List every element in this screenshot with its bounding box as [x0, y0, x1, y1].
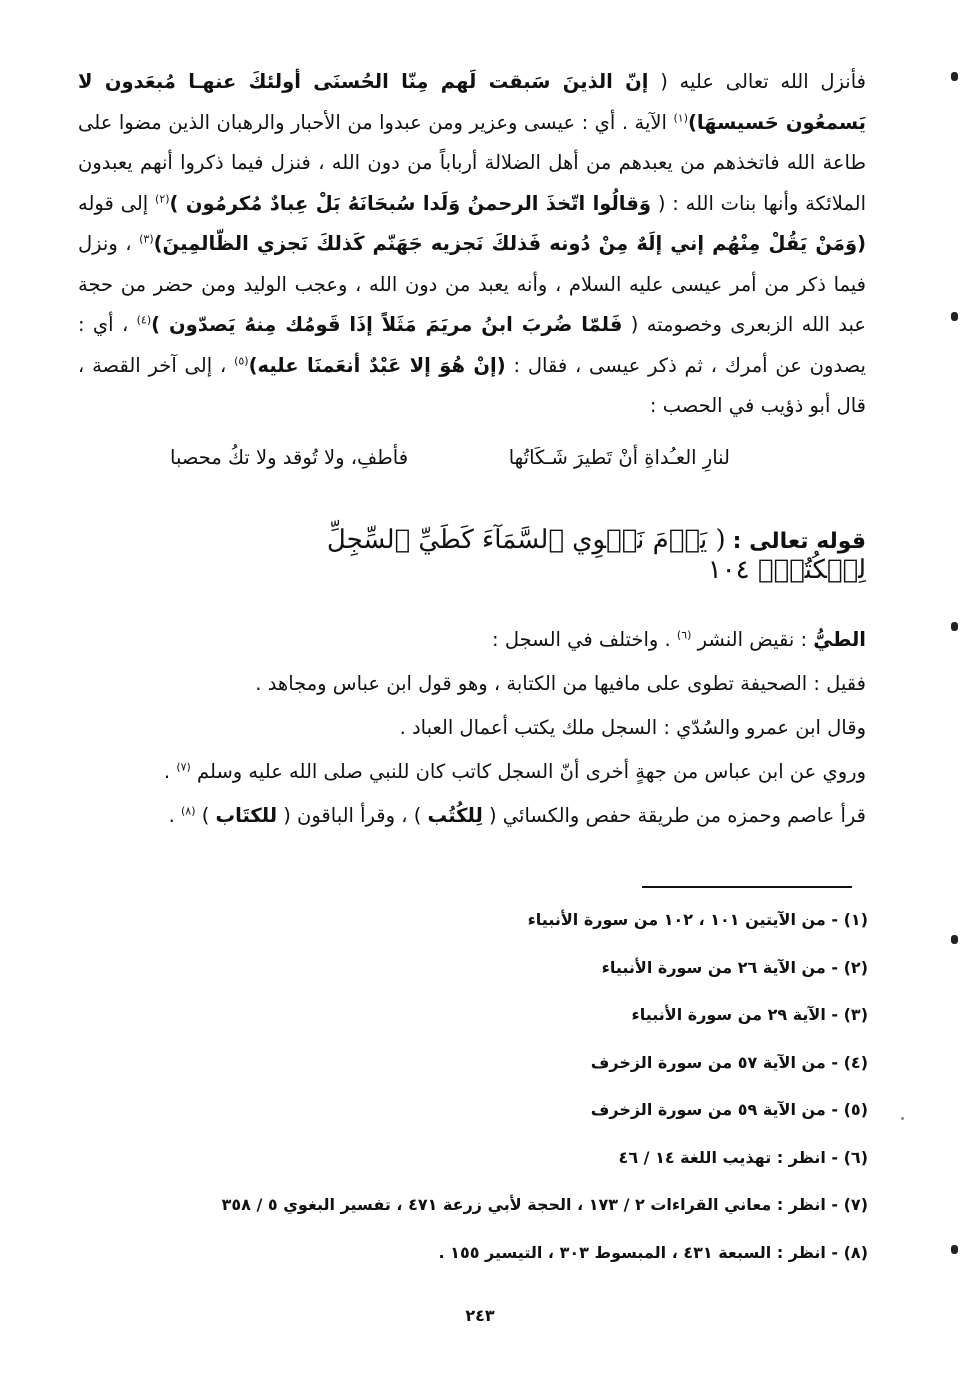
quran-quote: (إنْ هُوَ إلا عَبْدٌ أنعَمنَا عليه)	[248, 353, 506, 377]
poem-second-hemistich: فأطفِ، ولا تُوقد ولا تكُ محصبا	[170, 446, 409, 469]
quran-verse: ( يَوۡمَ نَطۡوِي ٱلسَّمَآءَ كَطَيِّ ٱلسِّجِلِّ لِلۡكُتُبِۚ ١٠٤	[326, 525, 866, 585]
commentary-line	[120, 662, 866, 706]
keyword: الطيُّ	[813, 628, 866, 651]
main-text	[78, 62, 866, 427]
footnote-ref: (٥)	[234, 354, 249, 367]
text-run: ، ونزل فيما ذكر من أمر عيسى عليه السلام ، وأنه يعبد من دون الله ، وعجب الوليد ومن حضر من حجة عبد الله الزبعرى وخصومته (	[78, 232, 866, 336]
quran-quote: (وَمَنْ يَقُلْ مِنْهُم إني إلَهٌ مِنْ دُونه فَذلكَ نَجزيه جَهَنّم كَذلكَ نَجزي الظّالمِينَ)	[153, 232, 866, 255]
verse-heading	[300, 525, 866, 585]
binding-hole-mark	[951, 312, 958, 321]
footnote-ref: (٢)	[155, 192, 170, 205]
text-run: وروي عن ابن عباس من جهةٍ أخرى أنّ السجل كاتب كان للنبي صلى الله عليه وسلم	[190, 760, 866, 783]
footnote: (٨) - انظر : السبعة ٤٣١ ، المبسوط ٣٠٣ ، التيسير ١٥٥ .	[438, 1242, 868, 1262]
footnote: (٦) - انظر : تهذيب اللغة ١٤ / ٤٦	[618, 1147, 868, 1167]
commentary-line	[120, 794, 866, 838]
page-number: ٢٤٣	[465, 1306, 495, 1325]
footnotes	[150, 902, 868, 1282]
keyword: للكتَاب	[215, 804, 278, 827]
footnote-divider	[642, 886, 852, 888]
quran-quote: إنّ الذينَ سَبقت لَهم مِنّا الحُسنَى أولئكَ عنهـا مُبعَدون لا يَسمعُون حَسيسهَا)	[78, 70, 866, 134]
text-run: إلى قوله	[78, 191, 156, 215]
text-run: فأنزل الله تعالى عليه (	[648, 70, 866, 93]
text-run: )	[195, 804, 216, 827]
text-run: ) ، وقرأ الباقون (	[277, 804, 428, 827]
commentary-line	[120, 618, 866, 662]
binding-hole-mark	[951, 622, 958, 631]
footnote: (٣) - الآية ٢٩ من سورة الأنبياء	[631, 1005, 868, 1024]
footnote-ref: (١)	[673, 111, 688, 124]
keyword: لِلكُتُب	[427, 804, 483, 827]
footnote-ref: (٣)	[139, 232, 154, 246]
footnote: (٤) - من الآية ٥٧ من سورة الزخرف	[590, 1052, 868, 1072]
text-run: ، إلى آخر القصة ، قال أبو ذؤيب في الحصب :	[78, 353, 866, 417]
text-run: الآية . أي : عيسى وعزير ومن عبدوا من الأحبار والرهبان الذين مضوا على طاعة الله فاتخذهم من يعبدهم من أهل الضلالة أرباباً من دون الله ، فنزل فيما ذكروا أنهم يعبدون الملائكة وأنها بنات الله : (	[78, 110, 866, 215]
verse-heading-label: قوله تعالى :	[732, 529, 866, 554]
speck-mark	[901, 1117, 904, 1120]
text-run: ، أي : يصدون عن أمرك ، ثم ذكر عيسى ، فقال :	[78, 313, 866, 377]
footnote: (٢) - من الآية ٢٦ من سورة الأنبياء	[601, 957, 868, 977]
footnote: (٥) - من الآية ٥٩ من سورة الزخرف	[590, 1100, 868, 1119]
text-run: وقال ابن عمرو والسُدّي : السجل ملك يكتب أعمال العباد .	[399, 716, 866, 739]
poem-first-hemistich: لنارِ العـُداةِ أنْ تَطيرَ شَـكَاتُها	[508, 446, 730, 469]
text-run: .	[163, 760, 177, 783]
binding-hole-mark	[951, 72, 958, 81]
text-run: قرأ عاصم وحمزه من طريقة حفص والكسائي (	[482, 804, 866, 827]
footnote-ref: (٦)	[676, 628, 692, 642]
footnote: (١) - من الآيتين ١٠١ ، ١٠٢ من سورة الأنبياء	[527, 910, 868, 929]
text-run: . واختلف في السجل :	[492, 628, 677, 651]
commentary-line	[120, 706, 866, 750]
poem-verse	[170, 446, 730, 469]
binding-hole-mark	[951, 935, 958, 944]
paragraph	[78, 62, 866, 427]
commentary	[120, 618, 866, 838]
commentary-line	[120, 750, 866, 794]
quran-quote: وَقالُوا اتّخذَ الرحمنُ وَلَدا سُبحَانَهُ بَلْ عِبادٌ مُكرمُون )	[169, 191, 652, 215]
footnote: (٧) - انظر : معاني القراءات ٢ / ١٧٣ ، الحجة لأبي زرعة ٤٧١ ، تفسير البغوي ٥ / ٣٥٨	[221, 1195, 868, 1214]
text-run: فقيل : الصحيفة تطوى على مافيها من الكتابة ، وهو قول ابن عباس ومجاهد .	[255, 672, 866, 695]
footnote-ref: (٧)	[176, 760, 191, 774]
text-run: .	[168, 804, 181, 827]
binding-hole-mark	[951, 1245, 958, 1254]
footnote-ref: (٨)	[181, 804, 196, 818]
footnote-ref: (٤)	[136, 313, 152, 327]
text-run: : نقيض النشر	[691, 628, 814, 651]
quran-quote: فَلمّا ضُربَ ابنُ مريَمَ مَثَلاً إذَا قَومُك مِنهُ يَصدّون )	[151, 313, 623, 336]
